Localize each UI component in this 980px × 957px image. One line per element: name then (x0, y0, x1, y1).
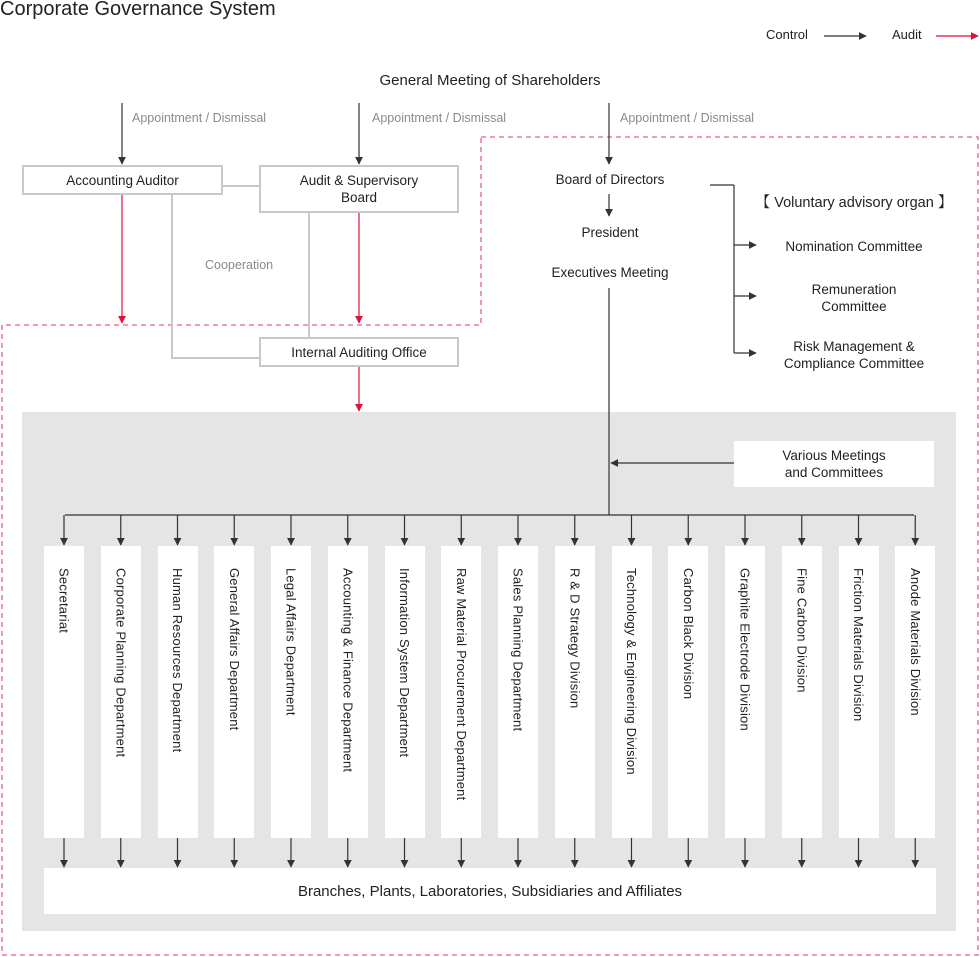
internal-audit-label: Internal Auditing Office (291, 344, 427, 360)
appointment-label-board: Appointment / Dismissal (372, 111, 507, 125)
executives-meeting: Executives Meeting (551, 265, 669, 280)
department-label: Human Resources Department (170, 568, 185, 753)
department-label: Secretariat (56, 568, 72, 634)
department-label: Carbon Black Division (680, 568, 696, 700)
department-column (839, 546, 879, 838)
department-column (441, 546, 481, 838)
audit-boundary (2, 137, 978, 955)
department-column (612, 546, 652, 838)
cooperation-label: Cooperation (205, 258, 274, 272)
department-column (44, 546, 84, 838)
board-of-directors: Board of Directors (555, 172, 665, 187)
department-label: Legal Affairs Department (283, 568, 299, 716)
branches-box (44, 868, 936, 914)
shareholders-meeting: General Meeting of Shareholders (379, 72, 601, 89)
department-label: Information System Department (397, 568, 412, 758)
department-column (385, 546, 425, 838)
department-label: R & D Strategy Division (567, 568, 583, 709)
appointment-label-directors: Appointment / Dismissal (620, 111, 755, 125)
department-label: Anode Materials Division (907, 568, 923, 716)
audit-board-line2: Board (340, 190, 378, 205)
department-label: Corporate Planning Department (113, 568, 129, 758)
department-label: Graphite Electrode Division (737, 568, 753, 731)
department-column (555, 546, 595, 838)
internal-auditing-office-box (259, 337, 459, 367)
audit-supervisory-board-box (259, 165, 459, 213)
department-label: Technology & Engineering Division (624, 568, 639, 775)
department-label: Raw Material Procurement Department (453, 568, 469, 801)
department-column (271, 546, 311, 838)
accounting-auditor-label: Accounting Auditor (66, 172, 179, 188)
department-column (895, 546, 935, 838)
department-column (214, 546, 254, 838)
department-column (725, 546, 765, 838)
president: President (581, 225, 639, 240)
department-column (668, 546, 708, 838)
department-label: Accounting & Finance Department (340, 568, 356, 773)
appointment-label-auditor: Appointment / Dismissal (132, 111, 267, 125)
various-meetings-box: Various Meetings and Committees (734, 441, 934, 487)
department-label: Friction Materials Division (851, 568, 866, 722)
department-label: Fine Carbon Division (794, 568, 810, 693)
committee-risk-compliance: Risk Management & Compliance Committee (783, 339, 925, 371)
page-title: Corporate Governance System (0, 0, 276, 20)
department-label: Sales Planning Department (510, 568, 526, 732)
department-column (782, 546, 822, 838)
department-column (158, 546, 198, 838)
audit-board-line1: Audit & Supervisory (299, 173, 419, 188)
legend-audit-label: Audit (892, 27, 922, 42)
branches-label: Branches, Plants, Laboratories, Subsidiaries and Affiliates (297, 882, 683, 900)
committee-nomination: Nomination Committee (785, 239, 923, 254)
department-column (498, 546, 538, 838)
department-column (101, 546, 141, 838)
committee-remuneration: Remuneration Committee (811, 282, 897, 314)
department-column (328, 546, 368, 838)
accounting-auditor-box (22, 165, 223, 195)
department-label: General Affairs Department (226, 568, 242, 731)
legend-control-label: Control (766, 27, 808, 42)
voluntary-advisory-heading: 【 Voluntary advisory organ 】 (755, 195, 953, 211)
